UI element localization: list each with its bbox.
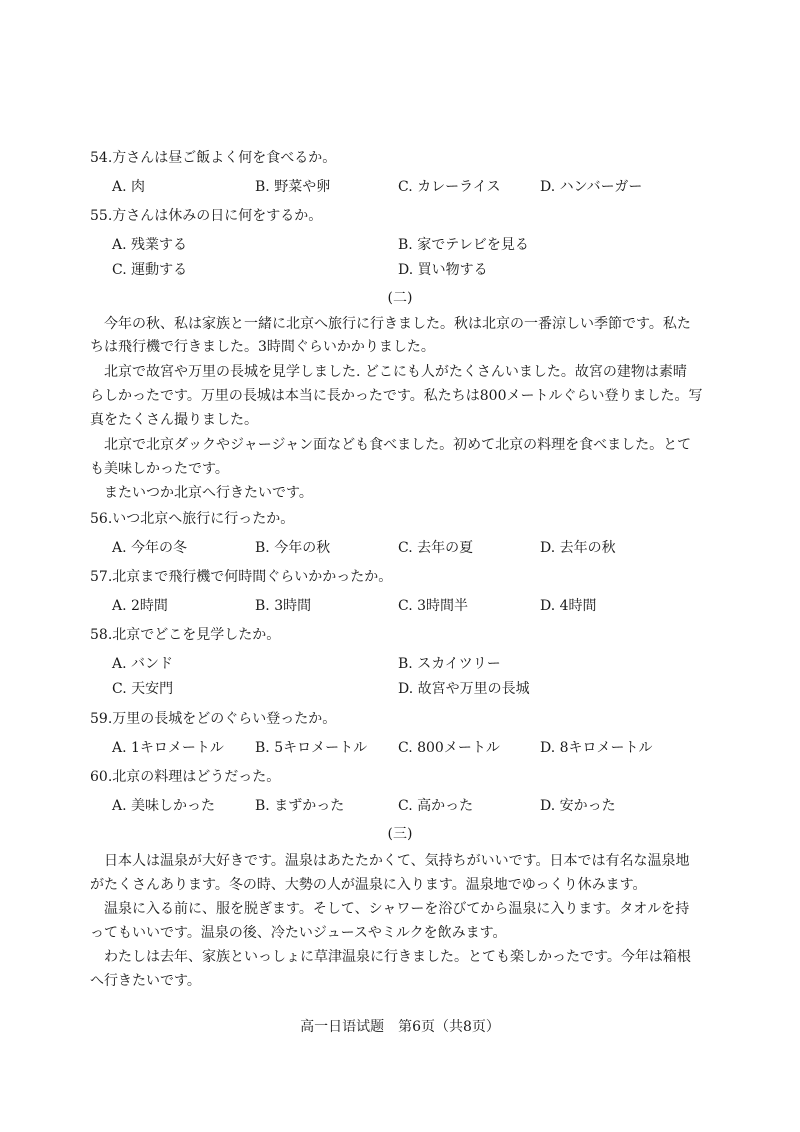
option-59-b: B. 5キロメートル xyxy=(255,740,368,756)
passage-line: ちは飛行機で行きました。3時間ぐらいかかりました。 xyxy=(90,339,435,355)
passage-line: 日本人は温泉が大好きです。温泉はあたたかくて、気持ちがいいです。日本では有名な温泉地 xyxy=(104,853,690,869)
question-58: 58.北京でどこを見学したか。 xyxy=(90,627,281,643)
option-56-b: B. 今年の秋 xyxy=(255,540,331,556)
option-56-a: A. 今年の冬 xyxy=(112,540,188,556)
passage-line: 今年の秋、私は家族と一緒に北京へ旅行に行きました。秋は北京の一番涼しい季節です。私た xyxy=(104,316,691,332)
option-60-b: B. まずかった xyxy=(255,798,345,814)
section-3-heading: (三) xyxy=(387,826,413,842)
option-58-a: A. バンド xyxy=(112,656,174,672)
question-56: 56.いつ北京へ旅行に行ったか。 xyxy=(90,511,295,527)
option-57-c: C. 3時間半 xyxy=(398,598,469,614)
passage-line: らしかったです。万里の長城は本当に長かったです。私たちは800メートルぐらい登りました。写 xyxy=(90,388,703,404)
option-58-c: C. 天安門 xyxy=(112,681,174,697)
option-54-b: B. 野菜や卵 xyxy=(255,179,331,195)
option-57-a: A. 2時間 xyxy=(112,598,168,614)
option-56-c: C. 去年の夏 xyxy=(398,540,474,556)
passage-line: 温泉に入る前に、服を脱ぎます。そして、シャワーを浴びてから温泉に入ります。タオルを持 xyxy=(104,901,690,917)
question-59: 59.万里の長城をどのぐらい登ったか。 xyxy=(90,711,337,727)
passage-line: へ行きたいです。 xyxy=(90,973,201,989)
option-59-c: C. 800メートル xyxy=(398,740,500,756)
passage-line: 北京で故宮や万里の長城を見学しました. どこにも人がたくさんいました。故宮の建物は素晴 xyxy=(104,364,687,380)
question-57: 57.北京まで飛行機で何時間ぐらいかかったか。 xyxy=(90,569,393,585)
option-54-a: A. 肉 xyxy=(112,179,146,195)
option-60-d: D. 安かった xyxy=(540,798,616,814)
option-54-c: C. カレーライス xyxy=(398,179,501,195)
option-55-c: C. 運動する xyxy=(112,262,188,278)
option-55-a: A. 残業する xyxy=(112,237,188,253)
option-56-d: D. 去年の秋 xyxy=(540,540,616,556)
passage-line: 北京で北京ダックやジャージャン面なども食べました。初めて北京の料理を食べました。とて xyxy=(104,437,692,453)
passage-line: がたくさんあります。冬の時、大勢の人が温泉に入ります。温泉地でゆっくり休みます。 xyxy=(90,877,647,893)
option-59-d: D. 8キロメートル xyxy=(540,740,653,756)
question-54: 54.方さんは昼ご飯よく何を食べるか。 xyxy=(90,150,337,166)
option-54-d: D. ハンバーガー xyxy=(540,179,643,195)
question-60: 60.北京の料理はどうだった。 xyxy=(90,769,281,785)
passage-line: も美味しかったです。 xyxy=(90,461,229,477)
option-58-b: B. スカイツリー xyxy=(398,656,501,672)
option-57-d: D. 4時間 xyxy=(540,598,597,614)
option-55-d: D. 買い物する xyxy=(398,262,488,278)
section-2-heading: (二) xyxy=(387,290,413,306)
passage-line: ってもいいです。温泉の後、冷たいジュースやミルクを飲みます。 xyxy=(90,925,507,941)
option-59-a: A. 1キロメートル xyxy=(112,740,224,756)
passage-line: 真をたくさん撮りました。 xyxy=(90,412,258,428)
option-58-d: D. 故宮や万里の長城 xyxy=(398,681,530,697)
option-57-b: B. 3時間 xyxy=(255,598,312,614)
option-55-b: B. 家でテレビを見る xyxy=(398,237,529,253)
page-footer: 高一日语试题 第6页（共8页） xyxy=(300,1019,500,1035)
passage-line: またいつか北京へ行きたいです。 xyxy=(104,485,313,501)
passage-line: わたしは去年、家族といっしょに草津温泉に行きました。とても楽しかったです。今年は箱根 xyxy=(104,949,691,965)
question-55: 55.方さんは休みの日に何をするか。 xyxy=(90,208,323,224)
option-60-a: A. 美味しかった xyxy=(112,798,216,814)
option-60-c: C. 高かった xyxy=(398,798,474,814)
